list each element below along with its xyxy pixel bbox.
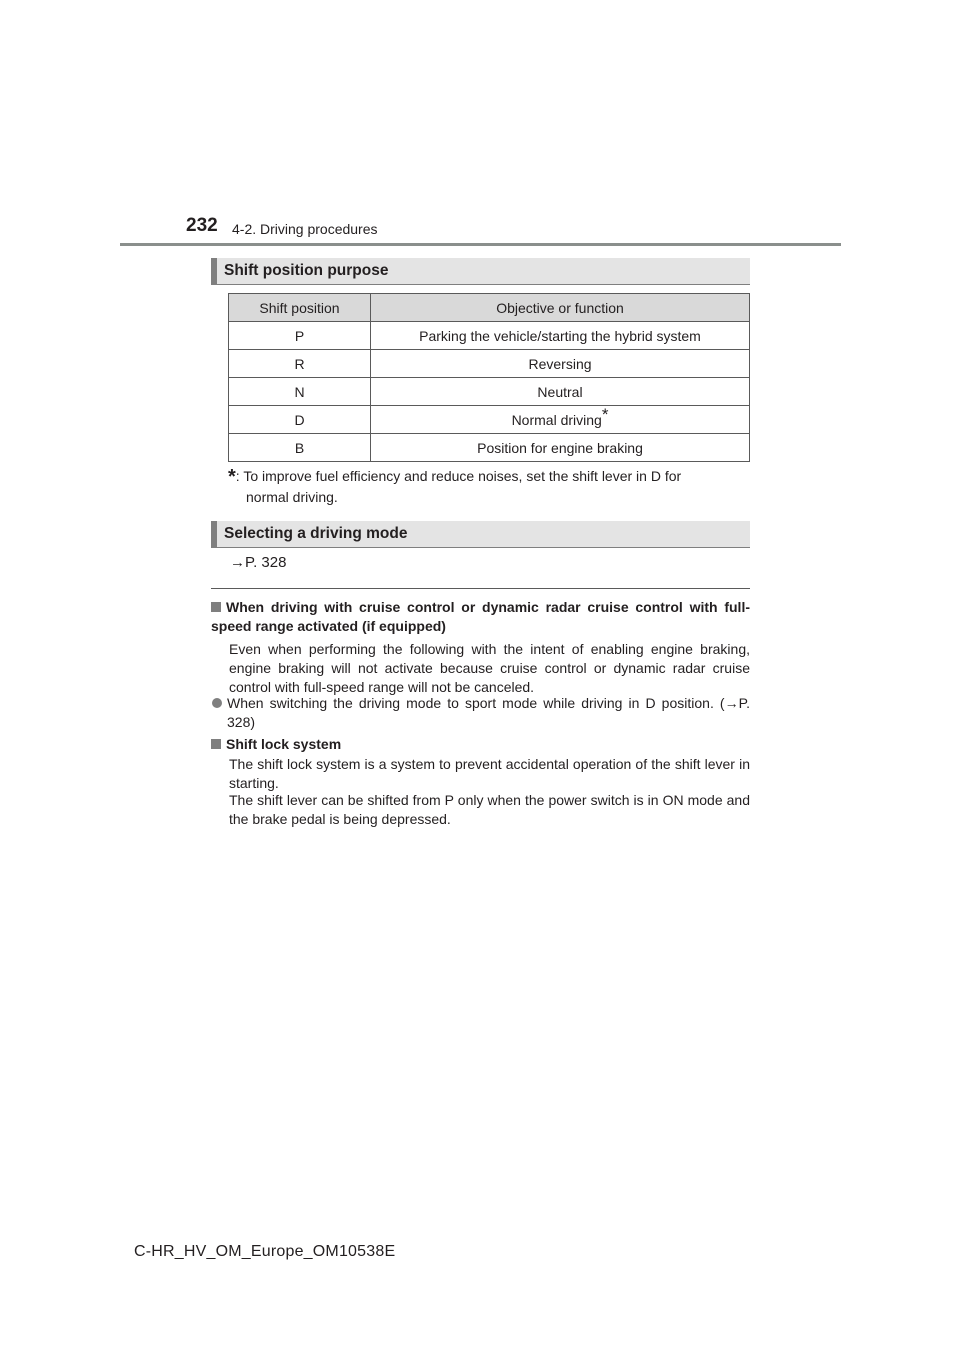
table-header-row — [229, 294, 750, 322]
shift-position-table — [228, 293, 750, 462]
shift-position-cell: D — [229, 406, 371, 434]
square-bullet-icon — [211, 739, 221, 749]
table-row — [229, 350, 750, 378]
table-row — [229, 406, 750, 434]
footnote-text: : To improve fuel efficiency and reduce noises, set the shift lever in D for — [235, 468, 682, 484]
table-row — [229, 322, 750, 350]
table-row — [229, 434, 750, 462]
table-row — [229, 378, 750, 406]
function-cell — [371, 406, 750, 434]
document-id: C-HR_HV_OM_Europe_OM10538E — [134, 1243, 396, 1260]
heading-accent — [211, 258, 217, 284]
table-footnote — [228, 466, 748, 507]
round-bullet-icon — [212, 698, 222, 708]
note-title — [211, 598, 750, 636]
heading-accent — [211, 521, 217, 547]
page-number: 232 — [186, 215, 218, 236]
bullet-text: When switching the driving mode to sport mode while driving in D position. (→P. 328) — [227, 695, 750, 730]
page-reference-link[interactable]: →P. 328 — [230, 554, 287, 571]
shift-position-cell: R — [229, 350, 371, 378]
note-title-text: When driving with cruise control or dynamic radar cruise control with full-speed range activated (if equipped) — [211, 599, 750, 634]
function-cell: Parking the vehicle/starting the hybrid system — [371, 322, 750, 350]
heading-shift-position — [211, 258, 750, 285]
footnote-star: * — [228, 466, 236, 488]
square-bullet-icon — [211, 602, 221, 612]
function-cell: Neutral — [371, 378, 750, 406]
section-title: 4-2. Driving procedures — [232, 221, 378, 237]
notes-separator — [211, 588, 750, 589]
heading-driving-mode — [211, 521, 750, 548]
shift-position-cell: B — [229, 434, 371, 462]
note-title-text: Shift lock system — [226, 736, 342, 752]
note-title — [211, 735, 750, 754]
column-header: Objective or function — [371, 294, 750, 322]
heading-text: Selecting a driving mode — [224, 525, 408, 542]
heading-text: Shift position purpose — [224, 262, 389, 279]
note-shift-lock — [211, 735, 750, 754]
shift-position-cell: N — [229, 378, 371, 406]
function-cell: Reversing — [371, 350, 750, 378]
function-text: Normal driving — [511, 411, 602, 428]
note-body: The shift lock system is a system to prevent accidental operation of the shift lever in starting. — [229, 756, 750, 791]
footnote-marker: * — [601, 404, 609, 424]
header-rule — [120, 243, 841, 246]
column-header: Shift position — [229, 294, 371, 322]
footnote-text-continued: normal driving. — [246, 489, 338, 505]
shift-position-cell: P — [229, 322, 371, 350]
note-cruise-control — [211, 598, 750, 636]
note-body: The shift lever can be shifted from P only when the power switch is in ON mode and the brake pedal is being depressed. — [229, 792, 750, 827]
note-bullet-item — [212, 694, 750, 732]
function-cell: Position for engine braking — [371, 434, 750, 462]
note-body: Even when performing the following with the intent of enabling engine braking, engine braking will not activate because cruise control or dynamic radar cruise control with full-speed range will not be canceled. — [229, 641, 750, 695]
